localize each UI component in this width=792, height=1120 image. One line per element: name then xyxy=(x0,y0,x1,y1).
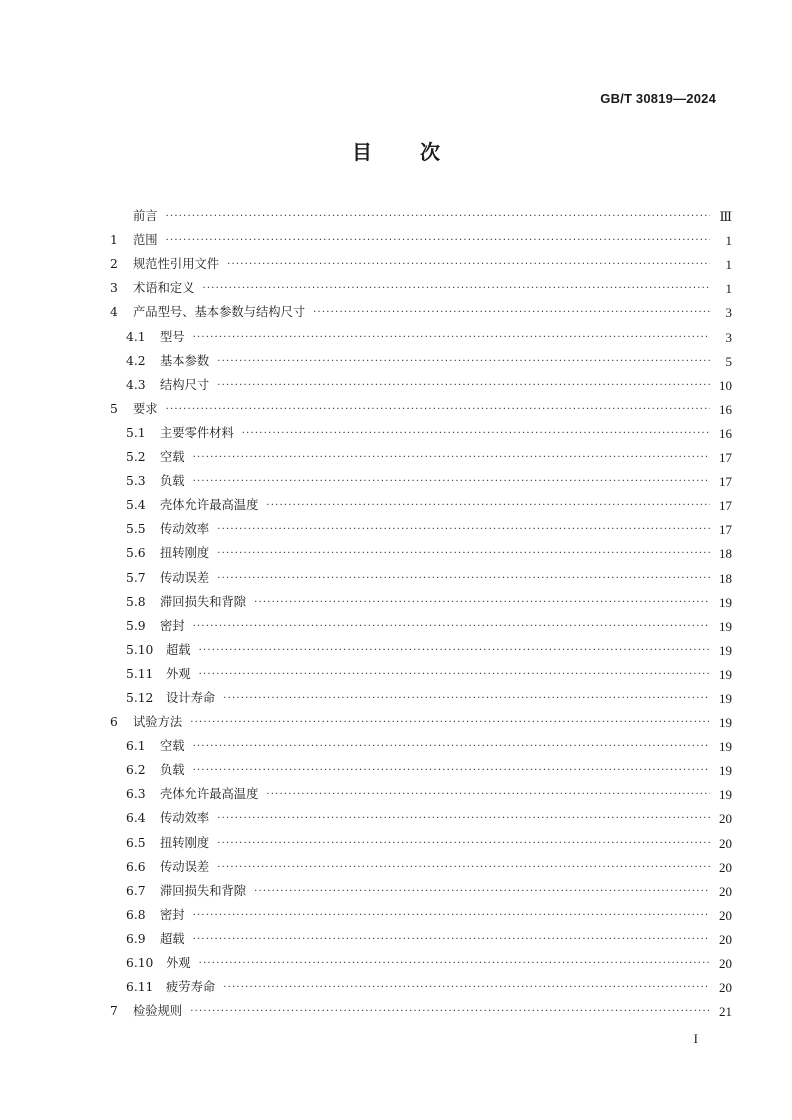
toc-entry-number: 5.12 xyxy=(126,690,154,705)
page-number: I xyxy=(693,1031,698,1046)
toc-entry-number: 6.1 xyxy=(126,739,146,754)
toc-dot-leader xyxy=(313,306,710,320)
toc-entry-label: 要求 xyxy=(133,401,158,416)
toc-entry-page: 19 xyxy=(719,666,732,682)
toc-dot-leader xyxy=(193,620,710,634)
toc-entry-label: 检验规则 xyxy=(133,1004,183,1019)
toc-entry-page: 19 xyxy=(719,763,732,779)
toc-dot-leader xyxy=(199,644,710,658)
toc-entry-label: 滞回损失和背隙 xyxy=(160,594,247,609)
toc-entry-label: 外观 xyxy=(166,666,191,681)
toc-entry-label: 基本参数 xyxy=(160,353,210,368)
toc-dot-leader xyxy=(223,981,710,995)
toc-entry-page: 17 xyxy=(719,450,732,466)
toc-entry-number: 6.6 xyxy=(126,859,146,874)
toc-entry-page: 19 xyxy=(719,690,732,706)
toc-entry[interactable] xyxy=(110,778,732,802)
toc-entry-number: 2 xyxy=(110,257,118,272)
toc-entry-page: 20 xyxy=(719,811,732,827)
toc-dot-leader xyxy=(217,523,710,537)
toc-entry-page: 18 xyxy=(719,570,732,586)
toc-dot-leader xyxy=(254,596,710,610)
toc-entry-label: 密封 xyxy=(160,907,185,922)
toc-entry-number: 4.1 xyxy=(126,329,146,344)
toc-entry-label: 传动效率 xyxy=(160,522,210,537)
toc-dot-leader xyxy=(217,379,710,393)
toc-entry[interactable] xyxy=(110,995,732,1019)
toc-entry-page: 19 xyxy=(719,594,732,610)
toc-entry-number: 5.3 xyxy=(126,474,146,489)
toc-entry-number: 6.3 xyxy=(126,787,146,802)
toc-entry-page: 18 xyxy=(719,546,732,562)
toc-entry-page: 3 xyxy=(725,329,732,345)
toc-entry-number: 6.10 xyxy=(126,956,154,970)
toc-entry-page: 17 xyxy=(719,522,732,538)
toc-entry[interactable] xyxy=(110,706,732,730)
toc-entry-label: 传动误差 xyxy=(160,859,210,874)
toc-dot-leader xyxy=(227,258,710,272)
toc-entry-page: 20 xyxy=(719,835,732,851)
toc-entry-number: 5.5 xyxy=(126,522,146,537)
toc-title xyxy=(0,136,792,165)
toc-entry-page: 19 xyxy=(719,642,732,658)
toc-dot-leader xyxy=(193,331,710,345)
toc-entry-label: 空载 xyxy=(160,450,185,465)
toc-entry-label: 扭转刚度 xyxy=(160,546,210,561)
toc-entry-number: 5.2 xyxy=(126,450,146,465)
toc-entry-label: 结构尺寸 xyxy=(160,377,210,392)
toc-entry-number: 6.9 xyxy=(126,931,146,946)
toc-entry[interactable] xyxy=(110,441,732,465)
toc-entry[interactable] xyxy=(110,224,732,248)
toc-entry-label: 空载 xyxy=(160,739,185,754)
toc-entry-label: 范围 xyxy=(133,233,158,248)
toc-entry-page: 17 xyxy=(719,474,732,490)
toc-entry-label: 负载 xyxy=(160,763,185,778)
toc-dot-leader xyxy=(193,933,710,947)
toc-dot-leader xyxy=(254,885,710,899)
toc-entry[interactable] xyxy=(110,851,732,875)
toc-entry[interactable] xyxy=(110,465,732,489)
toc-entry-label: 超载 xyxy=(160,931,185,946)
toc-entry-label: 疲劳寿命 xyxy=(166,980,216,995)
toc-dot-leader xyxy=(266,788,710,802)
toc-entry-page: 1 xyxy=(725,257,732,273)
toc-entry-page: 20 xyxy=(719,907,732,923)
toc-entry[interactable] xyxy=(110,658,732,682)
toc-entry[interactable] xyxy=(110,417,732,441)
toc-entry[interactable] xyxy=(110,899,732,923)
toc-entry-label: 扭转刚度 xyxy=(160,835,210,850)
toc-entry-label: 前言 xyxy=(133,209,158,224)
toc-entry-page: 20 xyxy=(719,859,732,875)
toc-entry-page: 20 xyxy=(719,956,732,971)
toc-entry-label: 传动效率 xyxy=(160,811,210,826)
toc-entry-number: 5.1 xyxy=(126,425,146,440)
toc-entry[interactable] xyxy=(110,730,732,754)
toc-entry[interactable] xyxy=(110,320,732,344)
toc-entry[interactable] xyxy=(110,586,732,610)
toc-entry-label: 术语和定义 xyxy=(133,281,195,296)
toc-dot-leader xyxy=(217,572,710,586)
toc-entry-page: 16 xyxy=(719,401,732,417)
toc-entry-label: 试验方法 xyxy=(133,715,183,730)
toc-entry-label: 壳体允许最高温度 xyxy=(160,787,259,802)
toc-entry[interactable] xyxy=(110,561,732,585)
toc-entry[interactable] xyxy=(110,537,732,561)
toc-entry-number: 6 xyxy=(110,715,118,730)
toc-entry-label: 产品型号、基本参数与结构尺寸 xyxy=(133,305,306,320)
toc-entry[interactable] xyxy=(110,754,732,778)
toc-entry[interactable] xyxy=(110,369,732,393)
toc-entry-number: 6.5 xyxy=(126,835,146,850)
toc-dot-leader xyxy=(199,957,710,971)
toc-dot-leader xyxy=(190,716,710,730)
toc-dot-leader xyxy=(199,668,710,682)
toc-entry[interactable] xyxy=(110,345,732,369)
toc-entry-number: 5 xyxy=(110,401,118,416)
toc-entry[interactable] xyxy=(110,610,732,634)
toc-entry-number: 6.4 xyxy=(126,811,146,826)
toc-dot-leader xyxy=(193,451,710,465)
toc-dot-leader xyxy=(166,210,710,224)
toc-entry-label: 滞回损失和背隙 xyxy=(160,883,247,898)
toc-entry-number: 7 xyxy=(110,1004,118,1019)
toc-dot-leader xyxy=(166,234,710,248)
toc-entry-page: 1 xyxy=(725,233,732,249)
toc-entry-page: 5 xyxy=(725,353,732,369)
toc-entry[interactable] xyxy=(110,971,732,995)
toc-entry-label: 传动误差 xyxy=(160,570,210,585)
toc-dot-leader xyxy=(266,499,710,513)
toc-entry[interactable] xyxy=(110,802,732,826)
toc-entry-number: 5.11 xyxy=(126,666,154,681)
toc-entry-label: 设计寿命 xyxy=(166,690,216,705)
toc-entry-number: 5.4 xyxy=(126,498,146,513)
toc-entry-page: 20 xyxy=(719,931,732,947)
toc-entry-label: 超载 xyxy=(166,642,191,657)
toc-entry-page: 20 xyxy=(719,883,732,899)
toc-dot-leader xyxy=(217,861,710,875)
table-of-contents xyxy=(110,200,732,1019)
toc-entry-number: 4 xyxy=(110,305,118,320)
toc-entry-page: 21 xyxy=(719,1004,732,1020)
toc-entry[interactable] xyxy=(110,393,732,417)
toc-entry-number: 5.9 xyxy=(126,618,146,633)
toc-entry[interactable] xyxy=(110,272,732,296)
toc-entry-label: 壳体允许最高温度 xyxy=(160,498,259,513)
toc-entry-page: 3 xyxy=(725,305,732,321)
toc-dot-leader xyxy=(193,740,710,754)
toc-entry-number: 5.7 xyxy=(126,570,146,585)
toc-title-char-1: 目 xyxy=(352,140,372,164)
toc-entry[interactable] xyxy=(110,489,732,513)
toc-entry[interactable] xyxy=(110,200,732,224)
toc-dot-leader xyxy=(217,837,710,851)
toc-dot-leader xyxy=(193,764,710,778)
toc-entry-label: 负载 xyxy=(160,474,185,489)
toc-dot-leader xyxy=(166,403,710,417)
toc-entry-page: 1 xyxy=(725,281,732,297)
toc-entry-page: 19 xyxy=(719,739,732,755)
toc-entry-number: 5.10 xyxy=(126,642,154,657)
toc-entry-number: 4.3 xyxy=(126,377,146,392)
toc-entry-number: 6.11 xyxy=(126,980,154,995)
toc-dot-leader xyxy=(193,475,710,489)
toc-entry-page: 16 xyxy=(719,425,732,441)
toc-entry-number: 5.8 xyxy=(126,594,146,609)
toc-entry-page: 19 xyxy=(719,715,732,731)
toc-entry-page: 19 xyxy=(719,618,732,634)
standard-code: GB/T 30819—2024 xyxy=(600,91,716,106)
toc-dot-leader xyxy=(190,1005,710,1019)
toc-entry-page: 20 xyxy=(719,980,732,996)
toc-entry-label: 密封 xyxy=(160,618,185,633)
toc-entry-label: 型号 xyxy=(160,329,185,344)
toc-entry-number: 3 xyxy=(110,281,118,296)
toc-dot-leader xyxy=(217,547,710,561)
toc-entry[interactable] xyxy=(110,923,732,947)
toc-entry[interactable] xyxy=(110,682,732,706)
toc-entry-number: 1 xyxy=(110,233,118,248)
toc-entry-number: 6.7 xyxy=(126,883,146,898)
toc-entry[interactable] xyxy=(110,248,732,272)
toc-entry-number: 4.2 xyxy=(126,353,146,368)
toc-entry[interactable] xyxy=(110,513,732,537)
toc-entry-number: 5.6 xyxy=(126,546,146,561)
toc-dot-leader xyxy=(242,427,710,441)
toc-entry[interactable] xyxy=(110,634,732,658)
toc-dot-leader xyxy=(217,355,710,369)
toc-dot-leader xyxy=(217,812,710,826)
toc-entry-label: 规范性引用文件 xyxy=(133,257,220,272)
toc-entry-page: 17 xyxy=(719,498,732,514)
toc-entry-number: 6.8 xyxy=(126,907,146,922)
toc-dot-leader xyxy=(193,909,710,923)
toc-entry-page: 10 xyxy=(719,377,732,393)
toc-entry-page: 19 xyxy=(719,787,732,803)
toc-entry-page: Ⅲ xyxy=(719,209,732,225)
toc-entry-label: 外观 xyxy=(166,956,191,970)
toc-title-char-2: 次 xyxy=(420,140,440,164)
toc-entry-label: 主要零件材料 xyxy=(160,425,234,440)
toc-entry[interactable] xyxy=(110,826,732,850)
toc-entry[interactable] xyxy=(110,947,732,971)
toc-entry-number: 6.2 xyxy=(126,763,146,778)
toc-dot-leader xyxy=(223,692,710,706)
toc-entry[interactable] xyxy=(110,875,732,899)
toc-entry[interactable] xyxy=(110,296,732,320)
toc-dot-leader xyxy=(203,282,711,296)
